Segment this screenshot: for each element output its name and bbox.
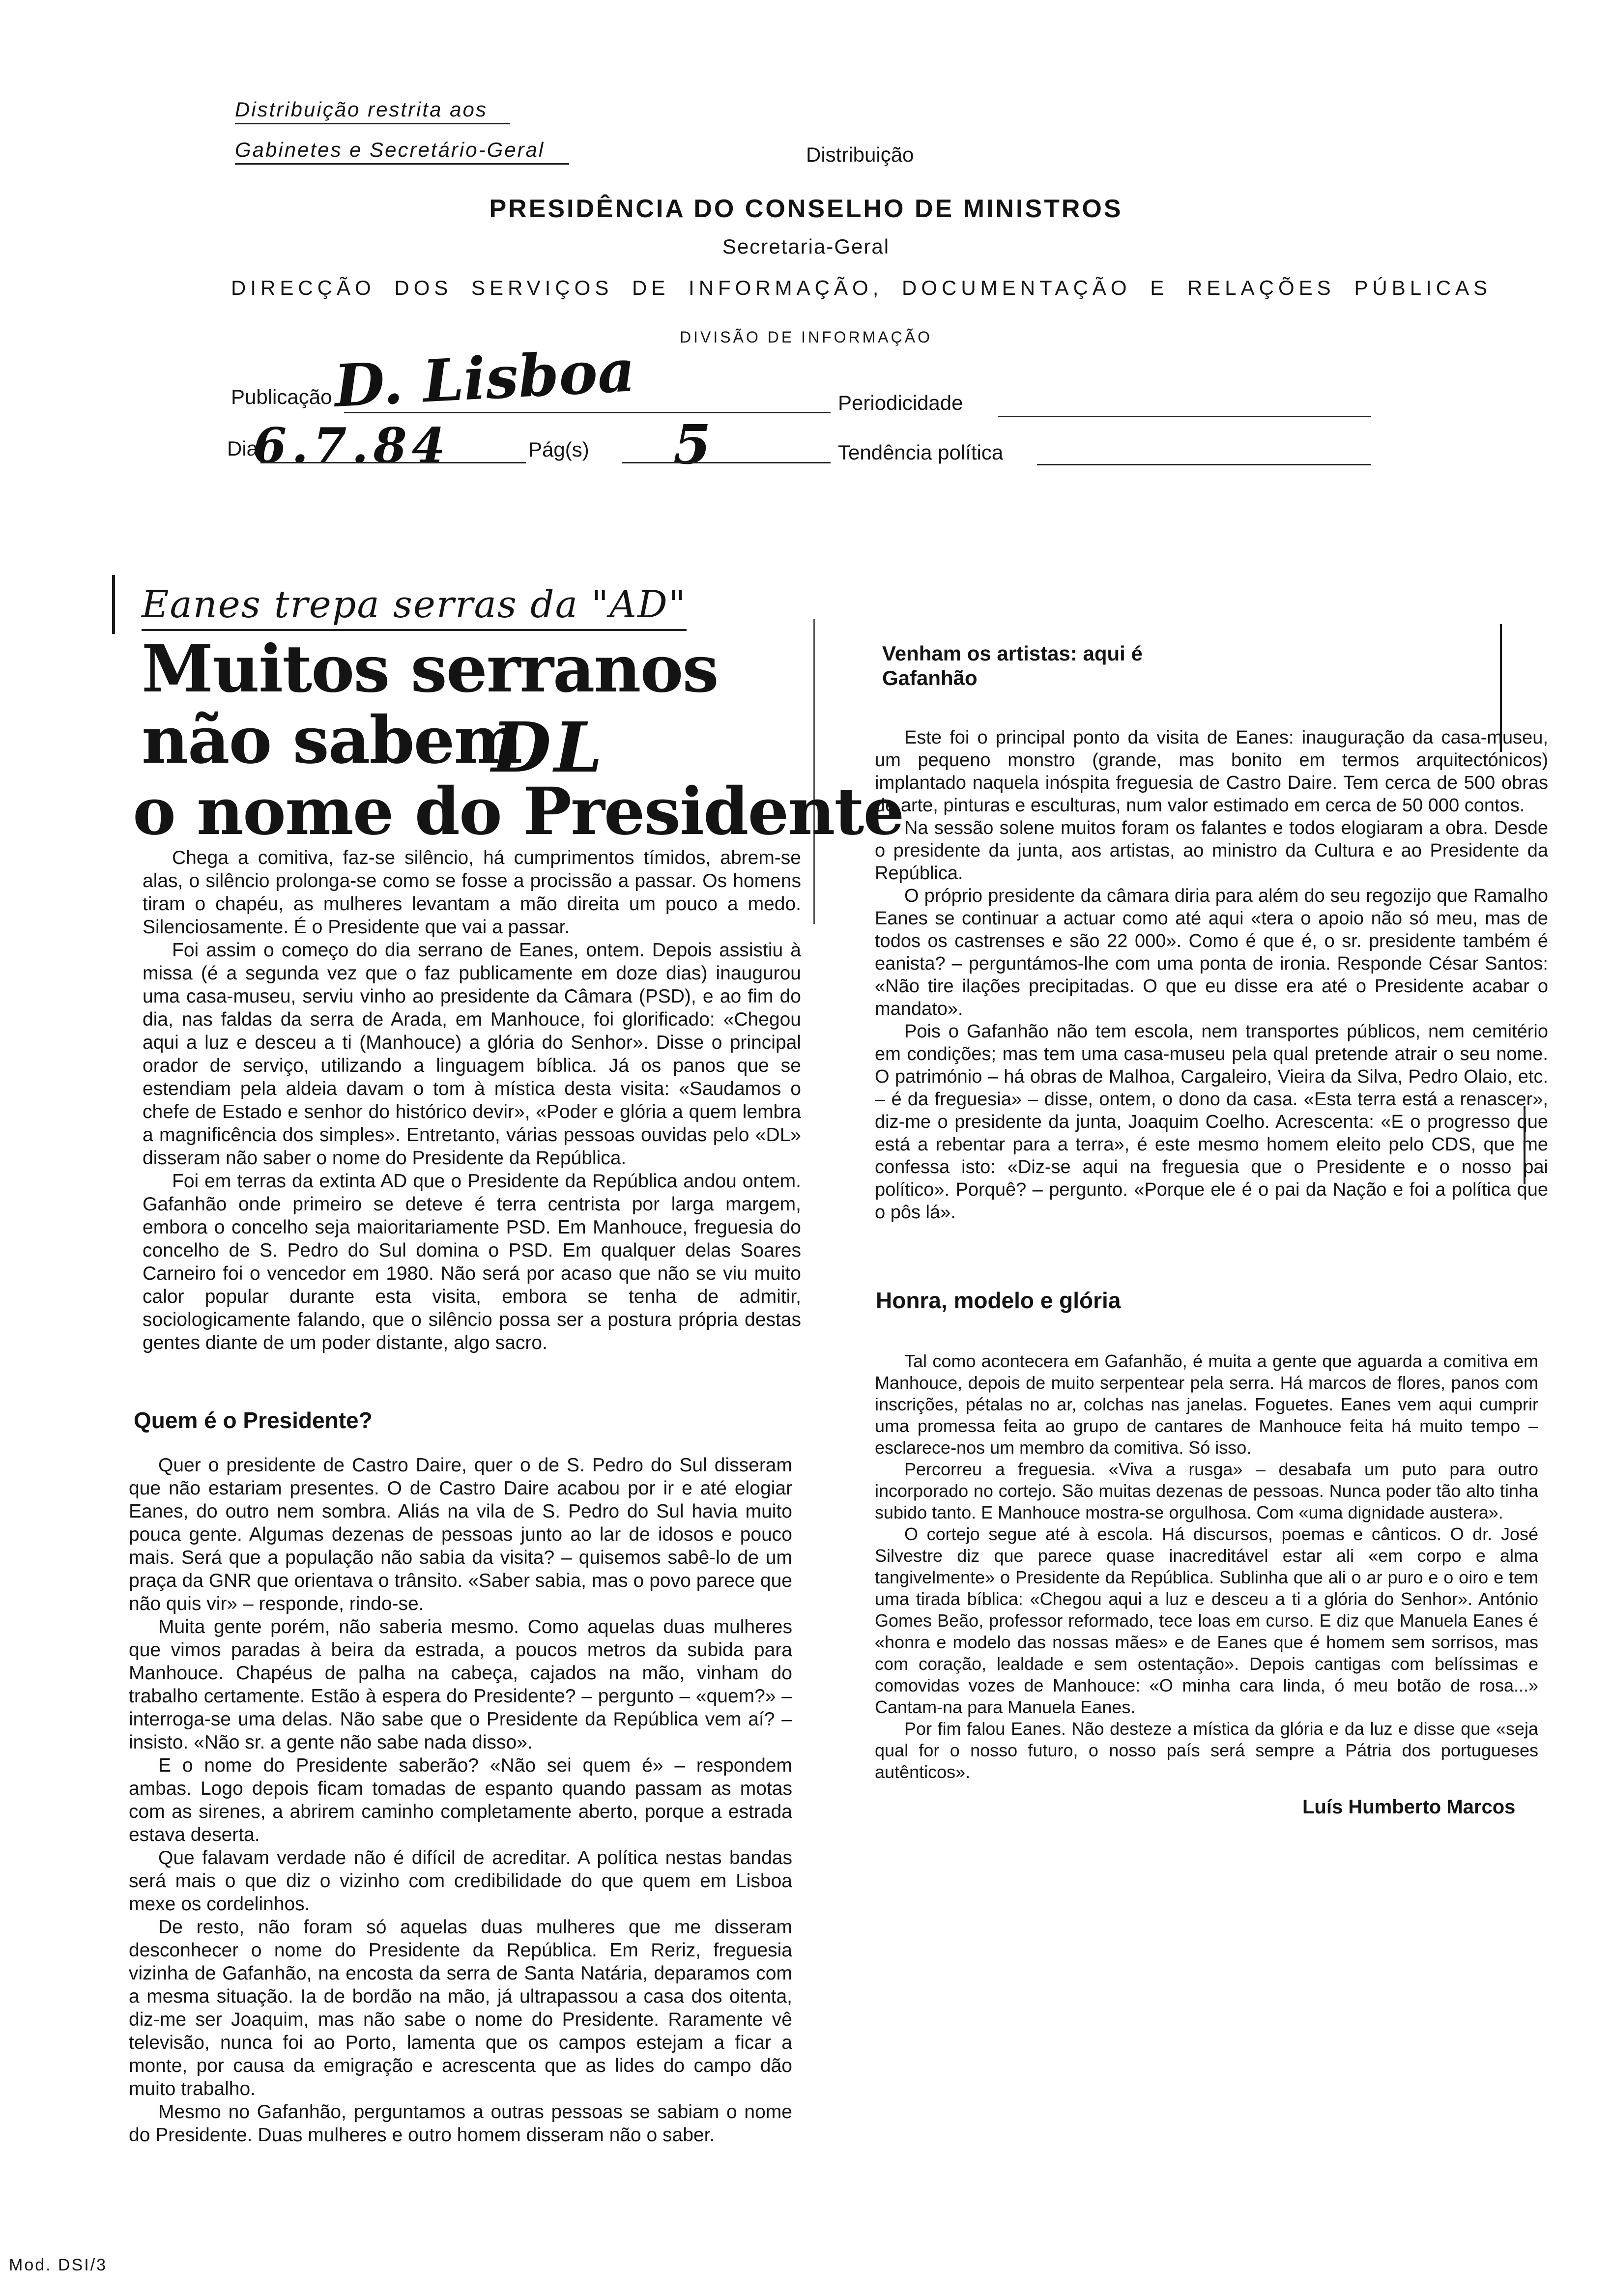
left-column-top <box>143 846 801 1354</box>
publication-label: Publicação <box>231 385 332 408</box>
right-column-bottom <box>875 1350 1538 1783</box>
article-paragraph: Muita gente porém, não saberia mesmo. Como aquelas duas mulheres que vimos paradas à beira da estrada, a poucos metros da subida para Manhouce. Chapéus de palha na cabeça, cajados na mão, vinham do trabalho certamente. Estão à espera do Presidente? – pergunto – «quem?» – interroga-se uma delas. Não sabe que o Presidente da República vem aí? – insisto. «Não sr. a gente não sabe nada disso». <box>129 1616 792 1753</box>
right-subhead-honour: Honra, modelo e glória <box>876 1288 1121 1313</box>
article-kicker: Eanes trepa serras da "AD" <box>142 582 687 631</box>
headline-line-1: Muitos serranos <box>142 631 718 707</box>
org-title: PRESIDÊNCIA DO CONSELHO DE MINISTROS <box>489 195 1123 223</box>
headline-line-3: o nome do Presidente <box>133 774 904 850</box>
distribution-restricted-line1: Distribuição restrita aos <box>235 98 488 121</box>
article-paragraph: Pois o Gafanhão não tem escola, nem transportes públicos, nem cemitério em condições; mas tem uma casa-museu pela qual pretende atrair o seu nome. O património – há obras de Malhoa, Cargaleiro, Vieira da Silva, Pedro Olaio, etc. – é da freguesia» – disse, ontem, o dono da casa. «Esta terra está a renascer», diz-me o presidente da junta, Joaquim Coelho. Acrescenta: «E o progresso que está a rebentar para a terra», é este mesmo homem eleito pelo CDS, que me confessa isto: «Diz-se aqui na freguesia que o Presidente e o nosso pai político». Porquê? – pergunto. «Porque ele é o pai da Nação e foi a política que o pôs lá». <box>875 1021 1548 1223</box>
article-paragraph: Que falavam verdade não é difícil de acreditar. A política nestas bandas será mais o que diz o vizinho com credibilidade do que quem em Lisboa mexe os cordelinhos. <box>129 1847 792 1915</box>
pages-underline <box>622 462 831 463</box>
distribution-restricted-line2: Gabinetes e Secretário-Geral <box>235 138 545 161</box>
article-paragraph: O próprio presidente da câmara diria para além do seu regozijo que Ramalho Eanes se continuar a actuar como até aqui «tera o apoio não só meu, mas de todos os castrenses e são 22 000». Como é que é, o sr. presidente também é eanista? – perguntámos-lhe com uma ponta de ironia. Responde César Santos: «Não tire ilações precipitadas. O que eu disse era até o Presidente acabar o mandato». <box>875 886 1548 1019</box>
directorate: DIRECÇÃO DOS SERVIÇOS DE INFORMAÇÃO, DOCUMENTAÇÃO E RELAÇÕES PÚBLICAS <box>231 276 1492 299</box>
political-tendency-underline <box>1037 464 1371 465</box>
day-label: Dia <box>227 437 259 460</box>
article-paragraph: Foi em terras da extinta AD que o Presidente da República andou ontem. Gafanhão onde primeiro se deteve é terra centrista por larga margem, embora o concelho seja maioritariamente PSD. Em Manhouce, freguesia do concelho de S. Pedro do Sul domina o PSD. Em qualquer delas Soares Carneiro foi o vencedor em 1980. Não será por acaso que não se viu muito calor popular durante esta visita, embora se tenha de admitir, sociologicamente falando, que o silêncio possa ser a postura própria destas gentes diante de um poder distante, algo sacro. <box>143 1171 801 1353</box>
headline-line-2: não sabem <box>142 702 522 778</box>
publication-underline <box>344 412 831 413</box>
article-paragraph: De resto, não foram só aquelas duas mulheres que me disseram desconhecer o nome do Presidente da República. Em Reriz, freguesia vizinha de Gafanhão, na encosta da serra de Santa Natária, deparamos com a mesma situação. Ia de bordão na mão, já ultrapassou a casa dos oitenta, diz-me ser Joaquim, mas não sabe o nome do Presidente. Raramente vê televisão, nunca foi ao Porto, lamenta que os campos estejam a ficar a monte, por causa da emigração e acrescenta que as lides do campo dão muito trabalho. <box>129 1917 792 2099</box>
right-subhead-artists: Venham os artistas: aqui é Gafanhão <box>882 642 1143 689</box>
article-paragraph: Foi assim o começo do dia serrano de Eanes, ontem. Depois assistiu à missa (é a segunda vez que o faz publicamente em doze dias) inaugurou uma casa-museu, serviu vinho ao presidente da Câmara (PSD), e ao fim do dia, nas faldas da serra de Arada, em Manhouce, foi glorificado: «Chegou aqui a luz e desceu a ti (Manhouce) a glória do Senhor». Disse o principal orador de serviço, utilizando a linguagem bíblica. Já os panos que se estendiam pela aldeia davam o tom à mística desta visita: «Saudamos o chefe de Estado e senhor do histórico devir», «Poder e glória a quem lembra a magnificência dos simples». Entretanto, várias pessoas ouvidas pelo «DL» disseram não saber o nome do Presidente da República. <box>143 940 801 1169</box>
article-paragraph: Quer o presidente de Castro Daire, quer o de S. Pedro do Sul disseram que não estariam presentes. O de Castro Daire acabou por ir e até elogiar Eanes, do outro nem sombra. Aliás na vila de S. Pedro do Sul havia muito pouca gente. Algumas dezenas de pessoas junto ao lar de idosos e pouco mais. Será que a população não sabia da visita? – quisemos sabê-lo de um praça da GNR que orientava o trânsito. «Saber sabia, mas o povo parece que não quis vir» – responde, rindo-se. <box>129 1455 792 1614</box>
distribution-underline-2 <box>235 163 569 165</box>
article-paragraph: Mesmo no Gafanhão, perguntamos a outras pessoas se sabiam o nome do Presidente. Duas mulheres e outro homem disseram não o saber. <box>129 2101 792 2146</box>
article-paragraph: Na sessão solene muitos foram os falantes e todos elogiaram a obra. Desde o presidente da junta, aos artistas, ao ministro da Cultura e ao Presidente da República. <box>875 818 1548 884</box>
article-paragraph: E o nome do Presidente saberão? «Não sei quem é» – respondem ambas. Logo depois ficam tomadas de espanto quando passam as motas com as sirenes, a abrirem caminho completamente aberto, porque a estrada estava deserta. <box>129 1755 792 1845</box>
form-code: Mod. DSI/3 <box>9 2256 108 2274</box>
secretariat: Secretaria-Geral <box>722 235 890 258</box>
division: DIVISÃO DE INFORMAÇÃO <box>680 328 932 346</box>
right-column-top <box>875 726 1548 1224</box>
article-paragraph: Por fim falou Eanes. Não desteze a mística da glória e da luz e disse que «seja qual for o nosso futuro, o nosso país será sempre a Pátria dos portugueses autênticos». <box>875 1719 1538 1782</box>
article-paragraph: Tal como acontecera em Gafanhão, é muita a gente que aguarda a comitiva em Manhouce, depois de muito serpentear pela serra. Há marcos de flores, panos com inscrições, pétalas no ar, colchas nas janelas. Foguetes. Eanes vem aqui cumprir uma promessa feita ao grupo de cantares de Manhouce feita há muito tempo – esclarece-nos um membro da comitiva. Só isso. <box>875 1351 1538 1458</box>
periodicity-label: Periodicidade <box>838 391 963 414</box>
publication-handwritten-value: D. Lisboa <box>332 336 637 420</box>
left-subhead: Quem é o Presidente? <box>134 1407 373 1433</box>
day-underline <box>260 462 526 463</box>
distribution-underline-1 <box>235 123 510 124</box>
political-tendency-label: Tendência política <box>838 441 1004 464</box>
article-paragraph: O cortejo segue até à escola. Há discursos, poemas e cânticos. O dr. José Silvestre diz que parece quase inacreditável estar ali «em corpo e alma tangivelmente» o Presidente da República. Sublinha que ali o ar puro e o oiro e tem uma tirada bíblica: «Chegou aqui a luz e desceu a ti a glória do Senhor». António Gomes Beão, professor reformado, tece loas em curso. E diz que Manuela Eanes é «honra e modelo das nossas mães» e de Eanes que é homem sem sorrisos, mas com coração, lealdade e sem ostentação». Depois cantigas com belíssimas e comovidas vozes de Manhouce: «O minha cara linda, ó meu botão de rosa...» Cantam-na para Manuela Eanes. <box>875 1524 1538 1717</box>
article-paragraph: Percorreu a freguesia. «Viva a rusga» – desabafa um puto para outro incorporado no cortejo. São muitas dezenas de pessoas. Nunca poder tão alto tinha subido tanto. E Manhouce mostra-se orgulhosa. Com «uma dignidade austera». <box>875 1459 1538 1522</box>
article-byline: Luís Humberto Marcos <box>1302 1796 1516 1818</box>
article-paragraph: Chega a comitiva, faz-se silêncio, há cumprimentos tímidos, abrem-se alas, o silêncio prolonga-se como se fosse a procissão a passar. Os homens tiram o chapéu, as mulheres levantam a mão direita um pouco a medo. Silenciosamente. É o Presidente que vai a passar. <box>143 847 801 938</box>
left-column-bottom <box>129 1454 792 2147</box>
article-paragraph: Este foi o principal ponto da visita de Eanes: inauguração da casa-museu, um pequeno monstro (grande, mas bonito em termos arquitectónicos) implantado naquela inóspita freguesia de Castro Daire. Tem cerca de 500 obras de arte, pinturas e esculturas, num valor estimado em cerca de 50 000 contos. <box>875 727 1548 816</box>
pages-handwritten-value: 5 <box>673 413 711 476</box>
handwritten-stamp: DL <box>491 708 605 788</box>
pages-label: Pág(s) <box>528 438 589 461</box>
day-handwritten-value: 6.7.84 <box>253 418 450 474</box>
column-divider <box>813 619 815 924</box>
clipping-frame-left <box>112 575 115 634</box>
periodicity-underline <box>998 416 1371 417</box>
distribution-label: Distribuição <box>806 143 914 166</box>
